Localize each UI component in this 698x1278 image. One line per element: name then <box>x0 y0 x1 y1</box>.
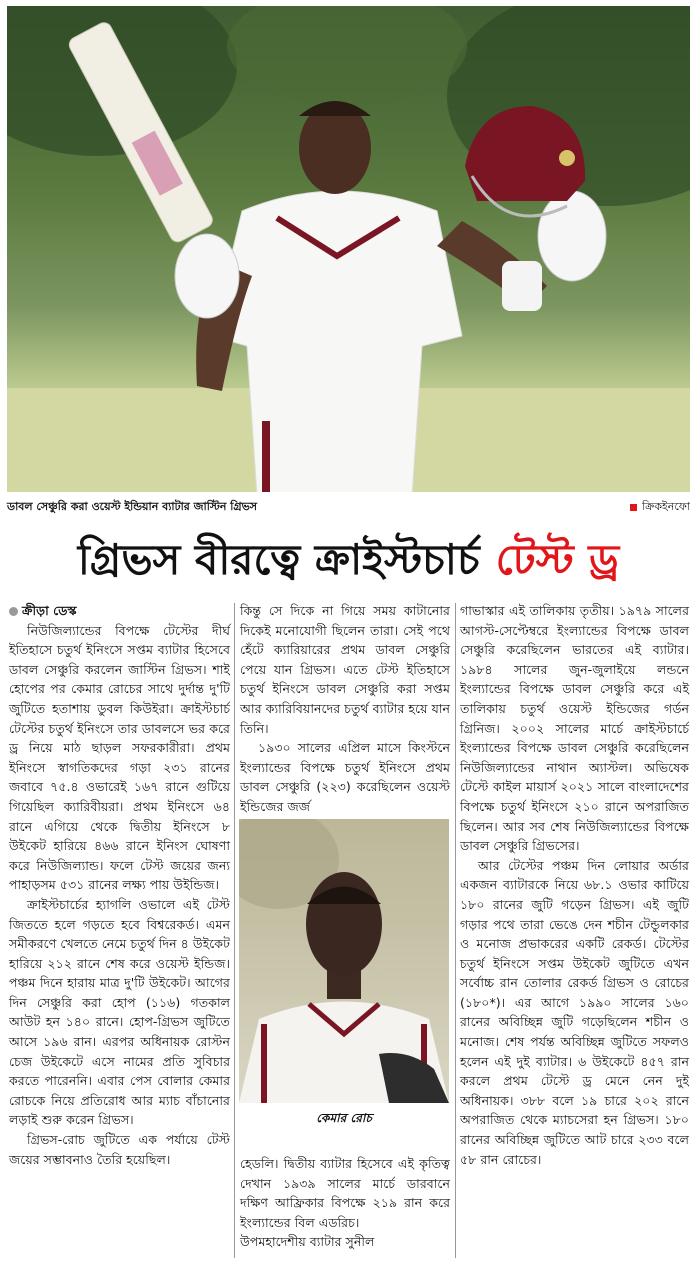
article-paragraph: কিন্তু সে দিকে না গিয়ে সময় কাটানোর দিকেই মনোযোগী ছিলেন তারা। সেই পথে হেঁটে ক্যারিয়ারের প্রথম ডাবল সেঞ্চুরি পেয়ে যান গ্রিভস। এতে টেস্ট ইতিহাসে চতুর্থ ইনিংসে ডাবল সেঞ্চুরি করা সপ্তম আর ক্যারিবিয়ানদের চতুর্থ ব্যাটার হয়ে যান তিনি। <box>240 603 450 736</box>
hero-photo <box>7 6 690 492</box>
article-paragraph: ক্রাইস্টচার্চের হ্যাগলি ওভালে এই টেস্ট জিততে হলে গড়তে হবে বিশ্বরেকর্ড। এমন সমীকরণে খেলতে নেমে চতুর্থ দিন ৪ উইকেট হারিয়ে ২১২ রানে শেষ করে ওয়েস্ট ইন্ডিজ। পঞ্চম দিনে হারায় মাত্র দু'টি উইকেট। আগের দিন সেঞ্চুরি করা হোপ (১১৬) গতকাল আউট হন ১৪০ রানে। হোপ-গ্রিভস জুটিতে আসে ১৯৬ রান। এরপর অধিনায়ক রোস্টন চেজ উইকেটে এসে নামের প্রতি সুবিচার করতে পারেননি। এবার পেস বোলার কেমার রোচকে নিয়ে প্রতিরোধ আর ম্যাচ বাঁচানোর লড়াই শুরু করেন গ্রিভস। <box>9 896 230 1128</box>
article-column-3 <box>460 601 689 1169</box>
photo-caption: ডাবল সেঞ্চুরি করা ওয়েস্ট ইন্ডিয়ান ব্যাটার জাস্টিন গ্রিভস <box>7 499 258 513</box>
article-paragraph: গাভাস্কার এই তালিকায় তৃতীয়। ১৯৭৯ সালের আগস্ট-সেপ্টেম্বরে ইংল্যান্ডের বিপক্ষে ডাবল সেঞ্চুরি করেছিলেন ভারতের এই ব্যাটার। ১৯৮৪ সালের জুন-জুলাইয়ে লন্ডনে ইংল্যান্ডের বিপক্ষে ডাবল সেঞ্চুরি করে এই তালিকায় চতুর্থ ওয়েস্ট ইন্ডিজের গর্ডন গ্রিনিজ। ২০০২ সালের মার্চে ক্রাইস্টচার্চে ইংল্যান্ডের বিপক্ষে ডাবল সেঞ্চুরি করেছিলেন নিউজিল্যান্ডের নাথান অ্যাস্টল। অভিষেক টেস্টে কাইল মায়ার্স ২০২১ সালে বাংলাদেশের বিপক্ষে চতুর্থ ইনিংসে ২১০ রানে অপরাজিত ছিলেন। আর সব শেষ নিউজিল্যান্ডের বিপক্ষে ডাবল সেঞ্চুরি গ্রিভসের। <box>460 603 689 854</box>
photo-credit <box>630 498 690 517</box>
article-column-2 <box>240 601 450 817</box>
inset-photo-illustration <box>239 819 449 1103</box>
column-divider <box>234 603 235 1258</box>
headline <box>7 526 690 598</box>
hero-photo-illustration <box>7 6 690 492</box>
inset-photo-caption: কেমার রোচ <box>316 1111 372 1125</box>
photo-caption-row <box>7 497 690 517</box>
article-paragraph: গ্রিভস-রোচ জুটিতে এক পর্যায়ে টেস্ট জয়ের সম্ভাবনাও তৈরি হয়েছিল। <box>9 1132 230 1167</box>
inset-photo <box>239 819 449 1103</box>
credit-square-icon <box>630 504 637 511</box>
headline-main: গ্রিভস বীরত্বে ক্রাইস্টচার্চ <box>77 534 480 584</box>
article-paragraph: হেডলি। দ্বিতীয় ব্যাটার হিসেবে এই কৃতিত্ব দেখান ১৯৩৯ সালের মার্চে ডারবানে দক্ষিণ আফ্রিকার বিপক্ষে ২১৯ রান করে ইংল্যান্ডের বিল এডরিচ। <box>240 1156 450 1230</box>
article-paragraph: উপমহাদেশীয় ব্যাটার সুনীল <box>240 1234 375 1250</box>
desk-label: ক্রীড়া ডেস্ক <box>22 603 77 618</box>
article-paragraph: আর টেস্টের পঞ্চম দিন লোয়ার অর্ডার একজন ব্যাটারকে নিয়ে ৬৮.১ ওভার কাটিয়ে ১৮০ রানের জুটি গড়েন গ্রিভস। এই জুটি গড়ার পথে তারা ভেঙে দেন শচীন টেন্ডুলকার ও মনোজ প্রভাকরের একটি রেকর্ড। টেস্টের চতুর্থ ইনিংসে সপ্তম উইকেট জুটিতে এখন সর্বোচ্চ রান তোলার রেকর্ড গ্রিভস ও রোচের (১৮০*)। এর আগে ১৯৯০ সালের ১৬০ রানের অবিচ্ছিন্ন জুটি গড়েছিলেন শচীন ও মনোজ। শেষ পর্যন্ত অবিচ্ছিন্ন জুটিতে সফলও হলেন এই দুই ব্যাটার। ৬ উইকেটে ৪৫৭ রান করলে প্রথম টেস্টে ড্র মেনে নেন দুই অধিনায়ক। ৩৮৮ বলে ১৯ চারে ২০২ রানে অপরাজিত থেকে ম্যাচসেরা হন গ্রিভস। ১৮০ রানের অবিচ্ছিন্ন জুটিতে আট চারে ২৩৩ বলে ৫৮ রান রোচের। <box>460 857 689 1167</box>
article-column-2-continued <box>240 1154 450 1252</box>
article-paragraph: ১৯৩০ সালের এপ্রিল মাসে কিংস্টনে ইংল্যান্ডের বিপক্ষে চতুর্থ ইনিংসে প্রথম ডাবল সেঞ্চুরি (২২৩) করেছিলেন ওয়েস্ট ইন্ডিজের জর্জ <box>240 740 450 814</box>
headline-accent: টেস্ট ড্র <box>495 534 620 584</box>
column-divider <box>455 603 456 1258</box>
article-paragraph: নিউজিল্যান্ডের বিপক্ষে টেস্টের দীর্ঘ ইতিহাসে চতুর্থ ইনিংসে সপ্তম ব্যাটার হিসেবে ডাবল সেঞ্চুরি করলেন জাস্টিন গ্রিভস। শাই হোপের পর কেমার রোচের সাথে দুর্দান্ত দু'টি জুটিতে হতাশায় ডুবল কিউইরা। ক্রাইস্টচার্চ টেস্টের চতুর্থ ইনিংসে তার ডাবলসে ভর করে ড্র নিয়ে মাঠ ছাড়ল সফরকারীরা। প্রথম ইনিংসে স্বাগতিকদের গড়া ২৩১ রানের জবাবে ৭৫.৪ ওভারেই ১৬৭ রানে গুটিয়ে গিয়েছিল ক্যারিবীয়রা। প্রথম ইনিংসে ৬৪ রানে এগিয়ে থেকে দ্বিতীয় ইনিংসে ৮ উইকেট হারিয়ে ৪৬৬ রানে ইনিংস ঘোষণা করে নিউজিল্যান্ড। ফলে টেস্ট জয়ের জন্য পাহাড়সম ৫৩১ রানের লক্ষ্য পায় উইন্ডিজ। <box>9 622 230 893</box>
bullet-icon <box>9 607 18 616</box>
desk-byline <box>9 601 230 621</box>
photo-credit-label: ক্রিকইনফো <box>642 499 690 513</box>
article-column-1 <box>9 601 230 1169</box>
